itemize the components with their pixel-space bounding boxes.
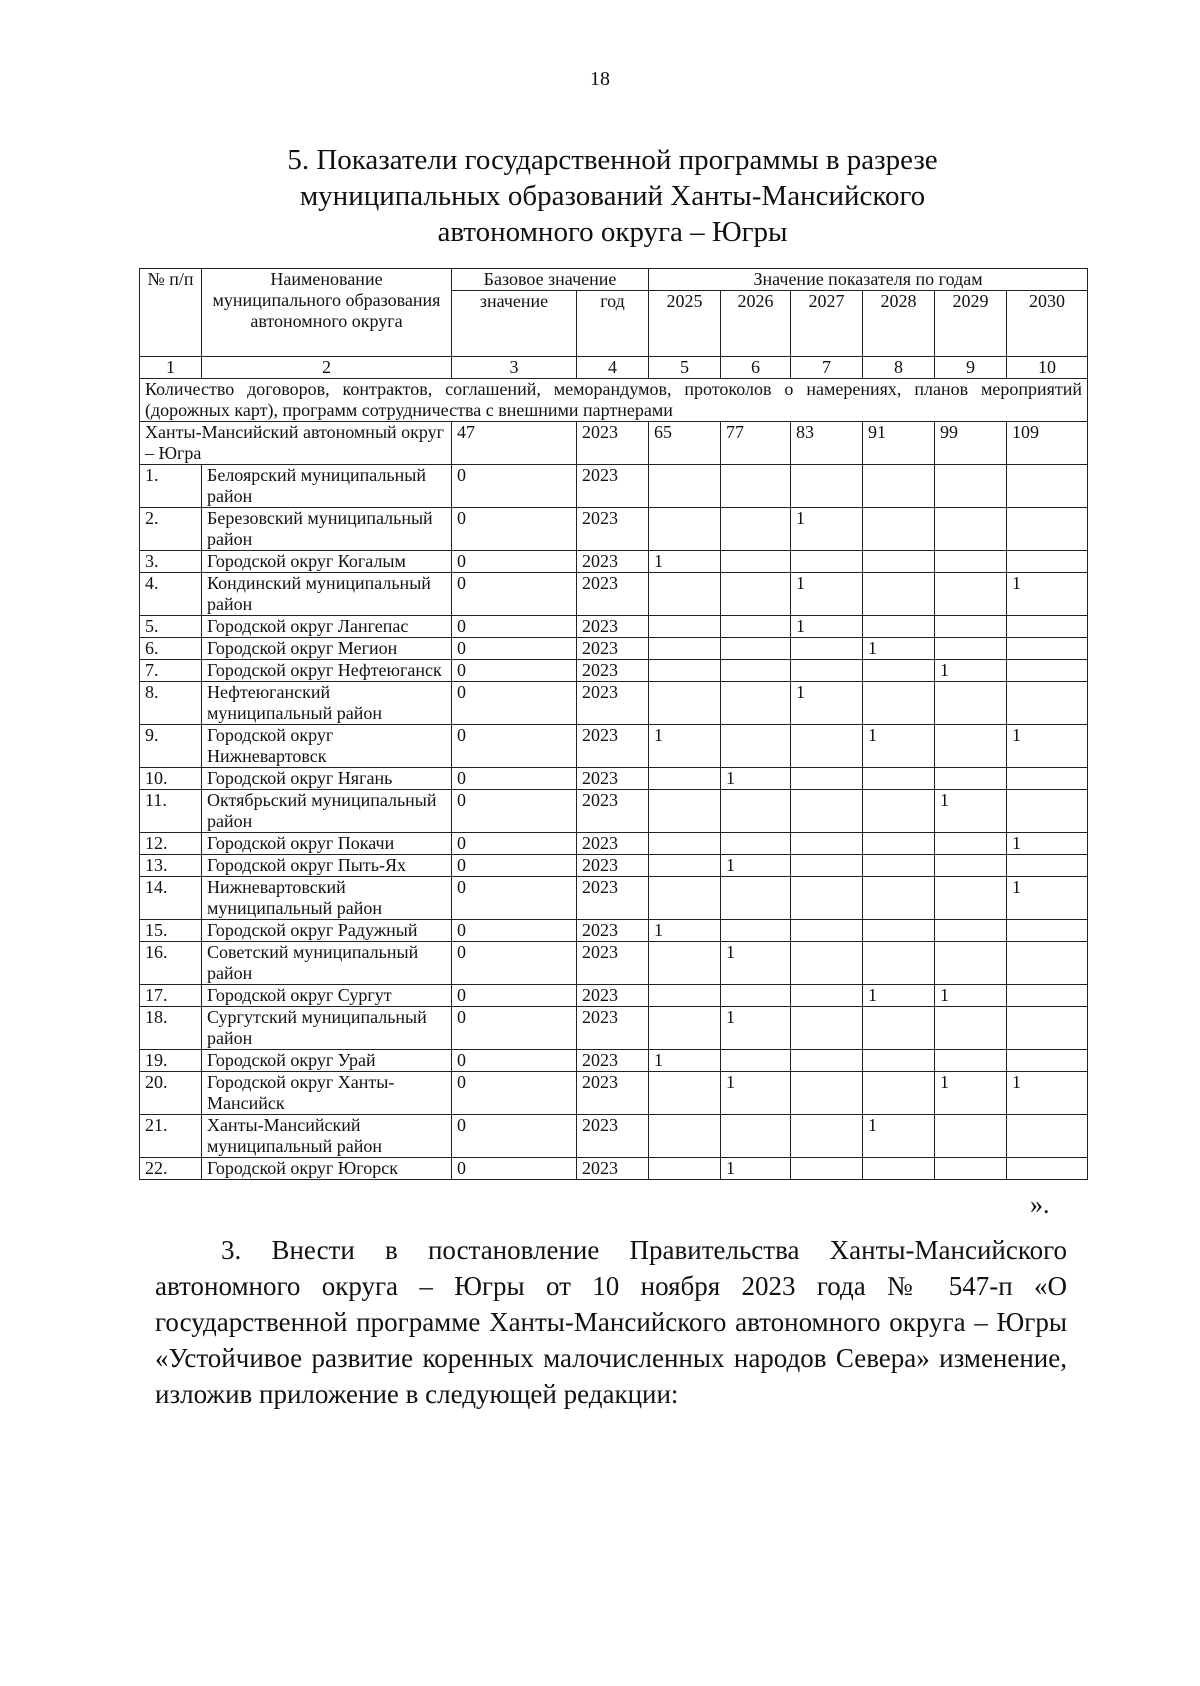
row-year-value — [791, 985, 863, 1007]
row-num: 19. — [140, 1050, 202, 1072]
table-row — [140, 660, 1088, 682]
table-row — [140, 616, 1088, 638]
header-name: Наименование муниципального образования автономного округа — [202, 269, 452, 357]
closing-quote: ». — [1030, 1190, 1050, 1219]
row-year-value: 1 — [649, 725, 721, 768]
row-base-year: 2023 — [577, 725, 649, 768]
col-number: 1 — [140, 357, 202, 379]
row-year-value — [791, 942, 863, 985]
col-number: 9 — [935, 357, 1007, 379]
row-year-value — [863, 573, 935, 616]
row-base-year: 2023 — [577, 855, 649, 877]
row-base-year: 2023 — [577, 465, 649, 508]
row-name: Городской округ Покачи — [202, 833, 452, 855]
row-name: Октябрьский муниципальный район — [202, 790, 452, 833]
row-year-value: 1 — [791, 508, 863, 551]
row-num: 12. — [140, 833, 202, 855]
row-year-value — [863, 942, 935, 985]
table-row — [140, 573, 1088, 616]
row-year-value — [649, 833, 721, 855]
row-name: Советский муниципальный район — [202, 942, 452, 985]
row-base-value: 0 — [452, 682, 577, 725]
row-num: 4. — [140, 573, 202, 616]
row-year-value: 1 — [721, 1007, 791, 1050]
row-base-value: 0 — [452, 573, 577, 616]
row-base-value: 0 — [452, 1007, 577, 1050]
indicators-table — [139, 268, 1088, 1180]
row-base-value: 0 — [452, 1115, 577, 1158]
row-year-value — [791, 920, 863, 942]
row-year-value — [721, 465, 791, 508]
row-base-value: 0 — [452, 551, 577, 573]
total-year-value: 99 — [935, 422, 1007, 465]
row-year-value: 1 — [935, 660, 1007, 682]
row-year-value: 1 — [791, 682, 863, 725]
row-base-value: 0 — [452, 877, 577, 920]
row-year-value: 1 — [721, 942, 791, 985]
row-year-value — [791, 877, 863, 920]
col-number: 8 — [863, 357, 935, 379]
row-base-value: 0 — [452, 1158, 577, 1180]
table-row — [140, 942, 1088, 985]
row-year-value — [1007, 465, 1088, 508]
total-year-value: 65 — [649, 422, 721, 465]
table-row — [140, 465, 1088, 508]
row-year-value: 1 — [649, 1050, 721, 1072]
row-num: 20. — [140, 1072, 202, 1115]
col-number: 6 — [721, 357, 791, 379]
row-year-value — [1007, 638, 1088, 660]
row-num: 9. — [140, 725, 202, 768]
row-year-value — [721, 660, 791, 682]
row-name: Белоярский муниципальный район — [202, 465, 452, 508]
row-base-value: 0 — [452, 985, 577, 1007]
total-year-value: 77 — [721, 422, 791, 465]
col-number: 2 — [202, 357, 452, 379]
row-year-value — [863, 660, 935, 682]
row-year-value — [1007, 790, 1088, 833]
row-year-value — [935, 682, 1007, 725]
row-year-value — [935, 1007, 1007, 1050]
row-base-year: 2023 — [577, 616, 649, 638]
row-num: 14. — [140, 877, 202, 920]
row-year-value — [863, 1007, 935, 1050]
row-year-value — [721, 1050, 791, 1072]
row-base-year: 2023 — [577, 985, 649, 1007]
row-base-year: 2023 — [577, 920, 649, 942]
row-year-value — [791, 855, 863, 877]
total-name: Ханты-Мансийский автономный округ – Югра — [140, 422, 452, 465]
row-year-value — [935, 877, 1007, 920]
col-number: 5 — [649, 357, 721, 379]
row-year-value — [649, 573, 721, 616]
row-num: 16. — [140, 942, 202, 985]
row-year-value — [1007, 508, 1088, 551]
row-num: 15. — [140, 920, 202, 942]
amendment-paragraph — [155, 1232, 1067, 1412]
row-name: Городской округ Радужный — [202, 920, 452, 942]
col-number: 3 — [452, 357, 577, 379]
row-year-value — [935, 768, 1007, 790]
row-year-value — [863, 790, 935, 833]
row-base-value: 0 — [452, 508, 577, 551]
table-row — [140, 1072, 1088, 1115]
row-name: Городской округ Ханты-Мансийск — [202, 1072, 452, 1115]
row-year-value: 1 — [863, 985, 935, 1007]
row-base-value: 0 — [452, 768, 577, 790]
row-num: 1. — [140, 465, 202, 508]
row-year-value — [1007, 1115, 1088, 1158]
table-row — [140, 1115, 1088, 1158]
row-year-value — [1007, 985, 1088, 1007]
row-year-value — [721, 725, 791, 768]
row-base-value: 0 — [452, 660, 577, 682]
row-name: Городской округ Нягань — [202, 768, 452, 790]
title-line-2: муниципальных образований Ханты-Мансийского — [299, 180, 926, 212]
row-year-value — [721, 508, 791, 551]
row-year-value — [935, 508, 1007, 551]
row-year-value — [649, 638, 721, 660]
row-year-value — [721, 573, 791, 616]
row-year-value — [721, 1115, 791, 1158]
row-year-value — [863, 682, 935, 725]
header-num: № п/п — [140, 269, 202, 357]
row-year-value — [649, 942, 721, 985]
row-name: Сургутский муниципальный район — [202, 1007, 452, 1050]
row-base-value: 0 — [452, 855, 577, 877]
row-year-value — [649, 1115, 721, 1158]
header-year: 2026 — [721, 291, 791, 357]
total-year-value: 109 — [1007, 422, 1088, 465]
row-base-value: 0 — [452, 725, 577, 768]
row-year-value — [649, 985, 721, 1007]
row-year-value: 1 — [1007, 1072, 1088, 1115]
row-name: Городской округ Пыть-Ях — [202, 855, 452, 877]
table-row — [140, 877, 1088, 920]
row-year-value: 1 — [649, 551, 721, 573]
row-num: 21. — [140, 1115, 202, 1158]
row-base-value: 0 — [452, 1072, 577, 1115]
col-number: 7 — [791, 357, 863, 379]
row-year-value — [791, 660, 863, 682]
row-base-value: 0 — [452, 638, 577, 660]
row-year-value: 1 — [1007, 725, 1088, 768]
header-row-1 — [140, 269, 1088, 291]
row-year-value: 1 — [1007, 573, 1088, 616]
row-base-year: 2023 — [577, 682, 649, 725]
total-row — [140, 422, 1088, 465]
row-year-value — [935, 465, 1007, 508]
row-base-value: 0 — [452, 1050, 577, 1072]
row-year-value — [791, 1072, 863, 1115]
row-year-value: 1 — [935, 790, 1007, 833]
row-year-value: 1 — [649, 920, 721, 942]
row-year-value — [863, 877, 935, 920]
table-row — [140, 1050, 1088, 1072]
title-line-3: автономного округа – Югры — [437, 216, 788, 248]
header-year: 2029 — [935, 291, 1007, 357]
row-year-value — [935, 551, 1007, 573]
row-year-value — [863, 768, 935, 790]
row-year-value: 1 — [721, 855, 791, 877]
title-line-1: 5. Показатели государственной программы в разрезе — [287, 144, 938, 176]
table-row — [140, 638, 1088, 660]
row-base-year: 2023 — [577, 942, 649, 985]
row-year-value — [935, 833, 1007, 855]
row-year-value — [649, 616, 721, 638]
total-year-value: 83 — [791, 422, 863, 465]
row-num: 11. — [140, 790, 202, 833]
row-base-year: 2023 — [577, 638, 649, 660]
row-year-value: 1 — [1007, 833, 1088, 855]
row-name: Городской округ Сургут — [202, 985, 452, 1007]
row-year-value — [791, 790, 863, 833]
table-row — [140, 833, 1088, 855]
row-name: Нижневартовский муниципальный район — [202, 877, 452, 920]
row-year-value — [649, 465, 721, 508]
row-year-value — [649, 1072, 721, 1115]
row-base-value: 0 — [452, 616, 577, 638]
row-year-value — [935, 1158, 1007, 1180]
row-year-value — [1007, 682, 1088, 725]
row-year-value — [649, 855, 721, 877]
table-row — [140, 1158, 1088, 1180]
col-number: 4 — [577, 357, 649, 379]
row-year-value: 1 — [1007, 877, 1088, 920]
row-num: 13. — [140, 855, 202, 877]
row-year-value — [791, 465, 863, 508]
row-year-value — [935, 1050, 1007, 1072]
header-year: 2028 — [863, 291, 935, 357]
paragraph-text: 3. Внести в постановление Правительства Ханты-Мансийского автономного округа – Югры от 10 ноября 2023 года № 547-п «О государственной программе Ханты-Мансийского автономного округа – Югры «Устойчивое развитие коренных малочисленных народов Севера» изменение, изложив приложение в следующей редакции: — [155, 1235, 1067, 1409]
row-year-value — [1007, 660, 1088, 682]
header-years-group: Значение показателя по годам — [649, 269, 1088, 291]
row-year-value — [935, 1115, 1007, 1158]
row-year-value — [721, 790, 791, 833]
row-name: Городской округ Когалым — [202, 551, 452, 573]
row-base-year: 2023 — [577, 877, 649, 920]
row-year-value: 1 — [721, 1158, 791, 1180]
row-year-value — [649, 1158, 721, 1180]
row-year-value — [1007, 616, 1088, 638]
row-year-value — [863, 1158, 935, 1180]
row-base-year: 2023 — [577, 660, 649, 682]
row-year-value — [863, 616, 935, 638]
row-year-value — [863, 508, 935, 551]
header-year: 2027 — [791, 291, 863, 357]
row-year-value — [649, 768, 721, 790]
row-name: Кондинский муниципальный район — [202, 573, 452, 616]
row-base-value: 0 — [452, 790, 577, 833]
section-row — [140, 379, 1088, 422]
row-year-value — [863, 1072, 935, 1115]
header-base-group: Базовое значение — [452, 269, 649, 291]
row-year-value — [935, 725, 1007, 768]
header-year: 2030 — [1007, 291, 1088, 357]
row-base-value: 0 — [452, 465, 577, 508]
row-year-value — [1007, 1007, 1088, 1050]
table-row — [140, 508, 1088, 551]
row-year-value — [935, 616, 1007, 638]
row-year-value — [791, 833, 863, 855]
row-year-value: 1 — [863, 638, 935, 660]
row-year-value — [863, 833, 935, 855]
row-year-value: 1 — [935, 1072, 1007, 1115]
row-year-value: 1 — [863, 725, 935, 768]
row-year-value: 1 — [791, 616, 863, 638]
row-num: 3. — [140, 551, 202, 573]
row-num: 5. — [140, 616, 202, 638]
table-row — [140, 920, 1088, 942]
row-year-value — [721, 920, 791, 942]
row-year-value — [1007, 942, 1088, 985]
row-num: 22. — [140, 1158, 202, 1180]
row-year-value — [863, 920, 935, 942]
row-year-value — [791, 1158, 863, 1180]
row-year-value — [935, 942, 1007, 985]
row-num: 10. — [140, 768, 202, 790]
section-heading: Количество договоров, контрактов, соглашений, меморандумов, протоколов о намерениях, планов мероприятий (дорожных карт), программ сотрудничества с внешними партнерами — [140, 379, 1088, 422]
table-row — [140, 682, 1088, 725]
row-base-year: 2023 — [577, 508, 649, 551]
row-base-year: 2023 — [577, 1007, 649, 1050]
section-title — [150, 142, 1075, 250]
row-num: 6. — [140, 638, 202, 660]
header-base-value: значение — [452, 291, 577, 357]
row-num: 17. — [140, 985, 202, 1007]
total-year: 2023 — [577, 422, 649, 465]
row-year-value — [721, 682, 791, 725]
row-num: 7. — [140, 660, 202, 682]
col-number: 10 — [1007, 357, 1088, 379]
row-year-value — [863, 551, 935, 573]
row-year-value — [791, 638, 863, 660]
row-year-value — [935, 573, 1007, 616]
row-year-value — [935, 920, 1007, 942]
row-year-value: 1 — [721, 1072, 791, 1115]
row-base-year: 2023 — [577, 790, 649, 833]
row-year-value: 1 — [935, 985, 1007, 1007]
table-row — [140, 985, 1088, 1007]
table-row — [140, 551, 1088, 573]
row-year-value — [721, 985, 791, 1007]
row-year-value — [791, 1007, 863, 1050]
row-year-value — [649, 1007, 721, 1050]
row-num: 18. — [140, 1007, 202, 1050]
row-base-year: 2023 — [577, 1050, 649, 1072]
row-base-year: 2023 — [577, 833, 649, 855]
table-row — [140, 790, 1088, 833]
header-year: 2025 — [649, 291, 721, 357]
row-base-year: 2023 — [577, 1158, 649, 1180]
row-year-value — [649, 877, 721, 920]
row-num: 8. — [140, 682, 202, 725]
row-base-value: 0 — [452, 942, 577, 985]
row-name: Городской округ Урай — [202, 1050, 452, 1072]
row-year-value — [863, 465, 935, 508]
total-value: 47 — [452, 422, 577, 465]
row-year-value — [721, 616, 791, 638]
row-year-value — [649, 682, 721, 725]
row-year-value — [649, 660, 721, 682]
row-name: Нефтеюганский муниципальный район — [202, 682, 452, 725]
row-year-value — [1007, 1050, 1088, 1072]
row-year-value — [649, 508, 721, 551]
row-base-year: 2023 — [577, 1115, 649, 1158]
row-base-year: 2023 — [577, 573, 649, 616]
row-year-value — [721, 833, 791, 855]
row-year-value — [791, 1115, 863, 1158]
row-year-value — [791, 1050, 863, 1072]
row-base-value: 0 — [452, 920, 577, 942]
table-row — [140, 725, 1088, 768]
row-base-year: 2023 — [577, 551, 649, 573]
row-year-value — [791, 725, 863, 768]
row-year-value: 1 — [863, 1115, 935, 1158]
table-row — [140, 768, 1088, 790]
table-row — [140, 855, 1088, 877]
row-base-year: 2023 — [577, 768, 649, 790]
row-year-value — [649, 790, 721, 833]
row-year-value — [935, 638, 1007, 660]
row-year-value — [1007, 920, 1088, 942]
column-number-row — [140, 357, 1088, 379]
row-year-value — [1007, 551, 1088, 573]
row-name: Березовский муниципальный район — [202, 508, 452, 551]
row-name: Городской округ Нефтеюганск — [202, 660, 452, 682]
row-name: Городской округ Лангепас — [202, 616, 452, 638]
row-name: Городской округ Мегион — [202, 638, 452, 660]
row-year-value — [1007, 768, 1088, 790]
row-year-value — [721, 551, 791, 573]
row-year-value: 1 — [791, 573, 863, 616]
total-year-value: 91 — [863, 422, 935, 465]
row-year-value — [935, 855, 1007, 877]
table-row — [140, 1007, 1088, 1050]
row-year-value — [863, 1050, 935, 1072]
row-year-value — [791, 551, 863, 573]
row-name: Ханты-Мансийский муниципальный район — [202, 1115, 452, 1158]
header-base-year: год — [577, 291, 649, 357]
row-year-value — [721, 877, 791, 920]
row-name: Городской округ Нижневартовск — [202, 725, 452, 768]
page-number: 18 — [590, 68, 610, 90]
row-num: 2. — [140, 508, 202, 551]
row-year-value — [1007, 1158, 1088, 1180]
row-year-value — [863, 855, 935, 877]
row-name: Городской округ Югорск — [202, 1158, 452, 1180]
row-base-value: 0 — [452, 833, 577, 855]
row-year-value — [1007, 855, 1088, 877]
row-base-year: 2023 — [577, 1072, 649, 1115]
row-year-value — [791, 768, 863, 790]
row-year-value — [721, 638, 791, 660]
row-year-value: 1 — [721, 768, 791, 790]
